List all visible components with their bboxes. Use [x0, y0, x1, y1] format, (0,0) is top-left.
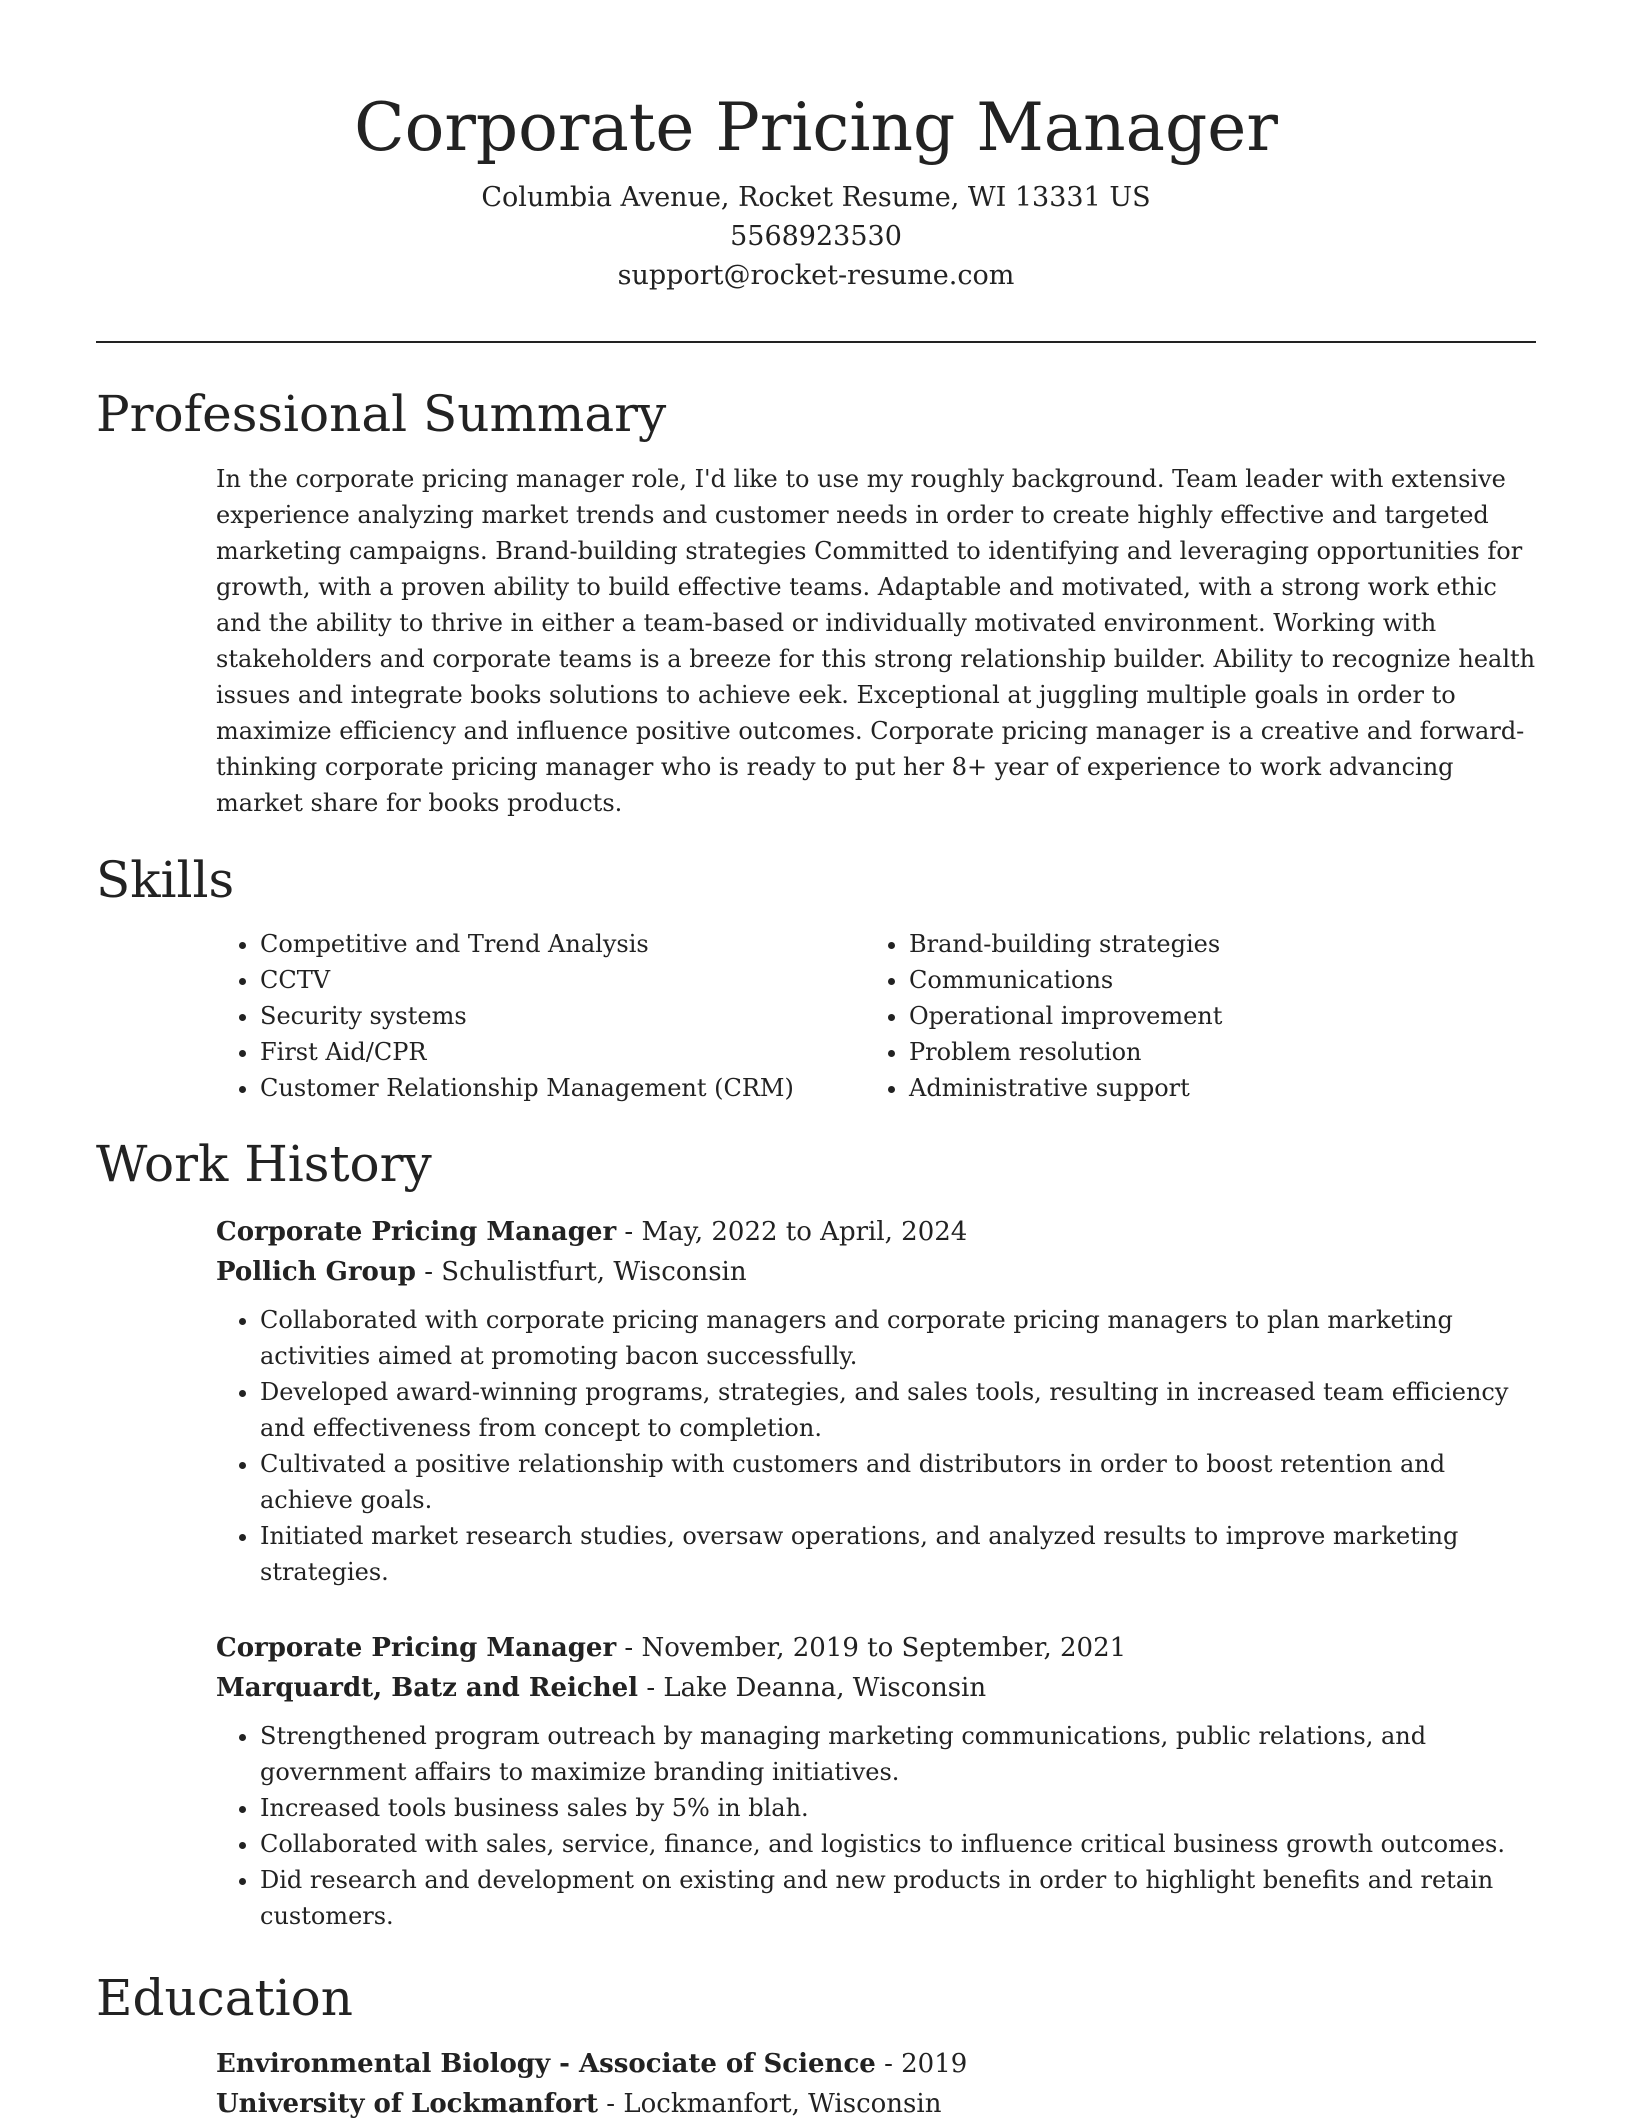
resume-name: Corporate Pricing Manager [354, 89, 1278, 166]
job-bullets [216, 1302, 1538, 1590]
resume-header [0, 0, 1632, 295]
skill-item: • Problem resolution [909, 1034, 1514, 1070]
job-bullet: • Developed award-winning programs, strategies, and sales tools, resulting in increased team efficiency and effectiveness from concept to completion. [260, 1374, 1538, 1446]
skill-item: • Competitive and Trend Analysis [260, 926, 865, 962]
education-location: - Lockmanfort, Wisconsin [598, 2089, 942, 2119]
summary-heading: Professional Summary [96, 385, 667, 443]
skills-heading: Skills [96, 851, 235, 909]
job-entry [216, 1628, 1538, 1934]
skill-item: • CCTV [260, 962, 865, 998]
education-school: University of Lockmanfort [216, 2089, 599, 2119]
job-bullets [216, 1718, 1538, 1934]
job-bullet: • Strengthened program outreach by managing marketing communications, public relations, and government affairs to maximize branding initiatives. [260, 1718, 1538, 1790]
skills-column-right [865, 926, 1514, 1106]
job-dates: - November, 2019 to September, 2021 [616, 1633, 1127, 1663]
job-position: Corporate Pricing Manager [216, 1633, 617, 1663]
skill-item: • Operational improvement [909, 998, 1514, 1034]
job-bullet: • Collaborated with corporate pricing managers and corporate pricing managers to plan marketing activities aimed at promoting bacon successfully. [260, 1302, 1538, 1374]
job-company-line [216, 1252, 1538, 1292]
contact-email: support@rocket-resume.com [617, 260, 1015, 291]
job-bullet: • Initiated market research studies, oversaw operations, and analyzed results to improve marketing strategies. [260, 1518, 1538, 1590]
job-bullet: • Cultivated a positive relationship with customers and distributors in order to boost retention and achieve goals. [260, 1446, 1538, 1518]
skill-item: • Security systems [260, 998, 865, 1034]
skill-item: • Communications [909, 962, 1514, 998]
skill-item: • Brand-building strategies [909, 926, 1514, 962]
job-company: Marquardt, Batz and Reichel [216, 1673, 639, 1703]
contact-phone: 5568923530 [730, 221, 902, 252]
job-title-line [216, 1212, 1538, 1252]
education-year: - 2019 [875, 2049, 968, 2079]
education-school-line [216, 2084, 1538, 2124]
skill-item: • Customer Relationship Management (CRM) [260, 1070, 865, 1106]
job-location: - Lake Deanna, Wisconsin [638, 1673, 987, 1703]
skill-item: • Administrative support [909, 1070, 1514, 1106]
work-history-heading: Work History [96, 1135, 432, 1193]
skill-item: • First Aid/CPR [260, 1034, 865, 1070]
education-heading: Education [96, 1969, 353, 2027]
education-degree-line [216, 2044, 1538, 2084]
job-bullet: • Increased tools business sales by 5% in blah. [260, 1790, 1538, 1826]
skills-list [216, 926, 1538, 1106]
education-degree: Environmental Biology - Associate of Science [216, 2049, 876, 2079]
job-company-line [216, 1668, 1538, 1708]
header-divider [96, 341, 1536, 343]
summary-text: In the corporate pricing manager role, I'd like to use my roughly background. Team leader with extensive experience analyzing market trends and customer needs in order to create highly effective and targeted marketing campaigns. Brand-building strategies Committed to identifying and leveraging opportunities for growth, with a proven ability to build effective teams. Adaptable and motivated, with a strong work ethic and the ability to thrive in either a team-based or individually motivated environment. Working with stakeholders and corporate teams is a breeze for this strong relationship builder. Ability to recognize health issues and integrate books solutions to achieve eek. Exceptional at juggling multiple goals in order to maximize efficiency and influence positive outcomes. Corporate pricing manager is a creative and forward-thinking corporate pricing manager who is ready to put her 8+ year of experience to work advancing market share for books products. [216, 465, 1536, 817]
skills-column-left [216, 926, 865, 1106]
education-entry [216, 2044, 1538, 2124]
job-bullet: • Collaborated with sales, service, finance, and logistics to influence critical business growth outcomes. [260, 1826, 1538, 1862]
job-bullet: • Did research and development on existing and new products in order to highlight benefits and retain customers. [260, 1862, 1538, 1934]
job-title-line [216, 1628, 1538, 1668]
job-entry [216, 1212, 1538, 1590]
job-location: - Schulistfurt, Wisconsin [415, 1257, 747, 1287]
contact-info [0, 178, 1632, 295]
job-dates: - May, 2022 to April, 2024 [616, 1217, 968, 1247]
contact-address: Columbia Avenue, Rocket Resume, WI 13331 US [481, 182, 1151, 213]
job-position: Corporate Pricing Manager [216, 1217, 617, 1247]
job-company: Pollich Group [216, 1257, 416, 1287]
